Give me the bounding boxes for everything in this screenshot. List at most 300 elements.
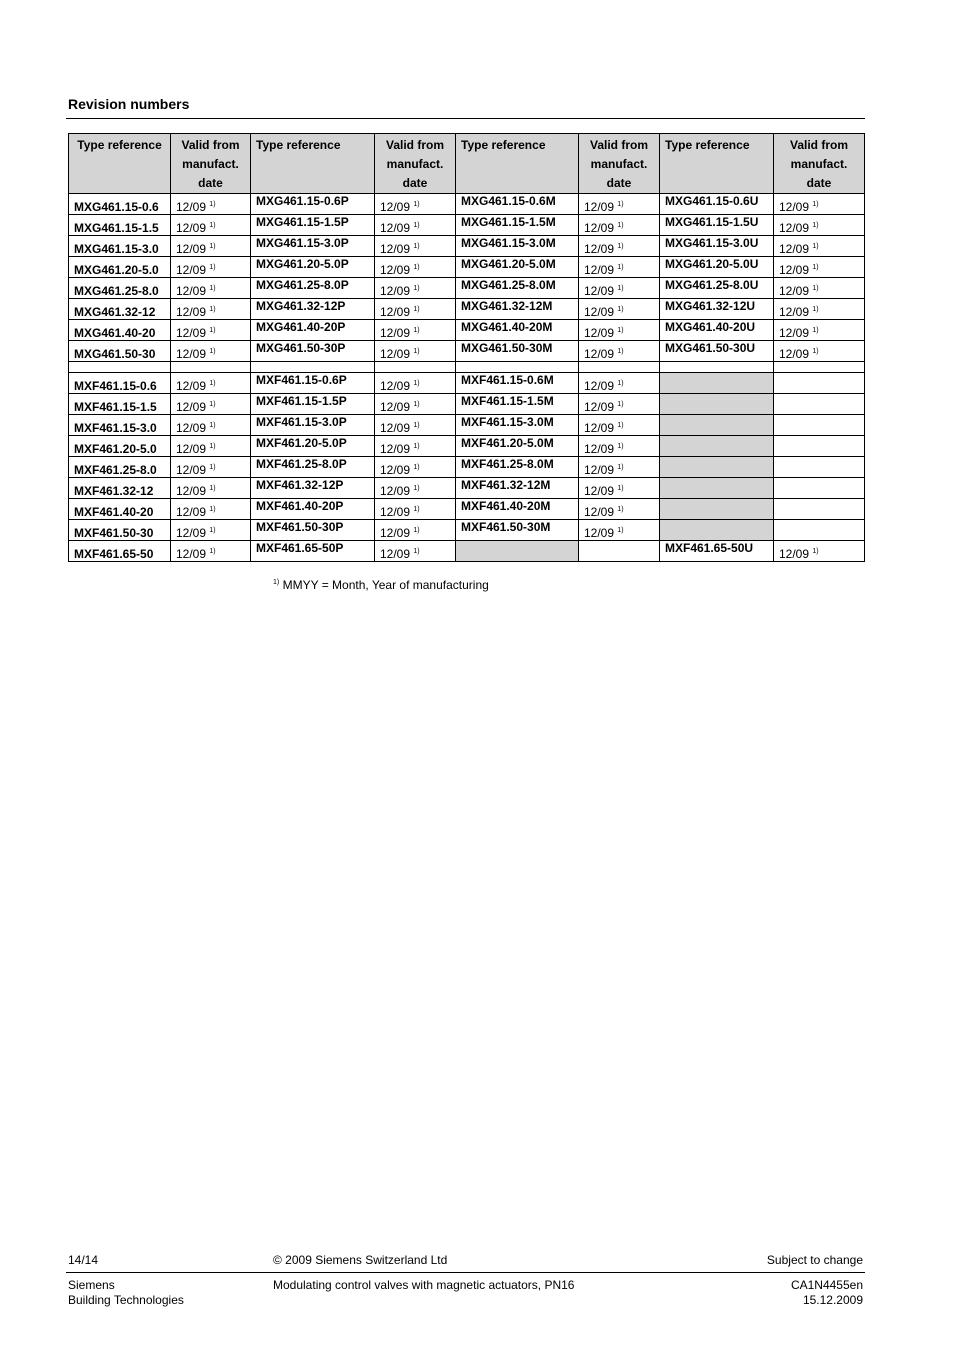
valid-from-date	[579, 478, 660, 499]
empty-cell	[171, 362, 251, 373]
column-header: Type reference	[660, 134, 774, 194]
footnote-mark: 1)	[617, 201, 624, 208]
empty-cell	[456, 362, 579, 373]
table-row	[69, 373, 865, 394]
footnote-text: MMYY = Month, Year of manufacturing	[282, 578, 489, 592]
type-reference: MXF461.40-20M	[456, 499, 579, 520]
footnote-mark: 1)	[209, 506, 216, 513]
type-reference: MXF461.65-50U	[660, 541, 774, 562]
empty-cell	[579, 362, 660, 373]
empty-cell	[774, 373, 865, 394]
footnote-mark: 1)	[209, 443, 216, 450]
footnote-mark: 1)	[617, 422, 624, 429]
table-row	[69, 541, 865, 562]
footnote-mark: 1)	[413, 348, 420, 355]
section-title: Revision numbers	[68, 96, 190, 112]
document-date: 15.12.2009	[802, 1293, 863, 1307]
date-value: 12/09	[584, 284, 615, 298]
unavailable-cell	[660, 499, 774, 520]
footnote-mark: 1)	[273, 579, 280, 586]
footnote-mark: 1)	[209, 485, 216, 492]
type-reference: MXG461.15-1.5	[69, 215, 171, 236]
date-value: 12/09	[584, 526, 615, 540]
valid-from-date	[375, 499, 456, 520]
date-value: 12/09	[380, 326, 411, 340]
footnote-mark: 1)	[413, 506, 420, 513]
empty-cell	[579, 541, 660, 562]
empty-cell	[774, 478, 865, 499]
empty-cell	[660, 362, 774, 373]
date-value: 12/09	[380, 505, 411, 519]
table-row	[69, 236, 865, 257]
column-header: Type reference	[251, 134, 375, 194]
valid-from-date	[579, 341, 660, 362]
date-value: 12/09	[176, 526, 207, 540]
valid-from-date	[579, 257, 660, 278]
type-reference: MXF461.50-30M	[456, 520, 579, 541]
empty-cell	[69, 362, 171, 373]
table-row	[69, 299, 865, 320]
footnote-mark: 1)	[209, 243, 216, 250]
valid-from-date	[774, 278, 865, 299]
type-reference: MXG461.40-20M	[456, 320, 579, 341]
table-row	[69, 457, 865, 478]
date-value: 12/09	[584, 263, 615, 277]
footnote-mark: 1)	[812, 306, 819, 313]
footnote-mark: 1)	[209, 527, 216, 534]
type-reference: MXF461.32-12M	[456, 478, 579, 499]
type-reference: MXF461.65-50	[69, 541, 171, 562]
date-value: 12/09	[380, 463, 411, 477]
type-reference: MXG461.50-30P	[251, 341, 375, 362]
footnote-mark: 1)	[209, 306, 216, 313]
table-row	[69, 520, 865, 541]
date-value: 12/09	[779, 547, 810, 561]
type-reference: MXF461.20-5.0M	[456, 436, 579, 457]
column-header: Type reference	[456, 134, 579, 194]
column-header: Valid from manufact. date	[375, 134, 456, 194]
valid-from-date	[171, 215, 251, 236]
revision-table	[68, 133, 865, 562]
type-reference: MXG461.20-5.0	[69, 257, 171, 278]
valid-from-date	[375, 541, 456, 562]
unavailable-cell	[660, 436, 774, 457]
date-value: 12/09	[176, 463, 207, 477]
type-reference: MXF461.25-8.0P	[251, 457, 375, 478]
type-reference: MXG461.25-8.0P	[251, 278, 375, 299]
valid-from-date	[171, 520, 251, 541]
date-value: 12/09	[779, 284, 810, 298]
footnote-mark: 1)	[413, 264, 420, 271]
table-row	[69, 341, 865, 362]
footnote-mark: 1)	[617, 401, 624, 408]
type-reference: MXG461.15-3.0P	[251, 236, 375, 257]
footnote-mark: 1)	[617, 527, 624, 534]
valid-from-date	[774, 541, 865, 562]
type-reference: MXG461.15-3.0M	[456, 236, 579, 257]
date-value: 12/09	[176, 400, 207, 414]
type-reference: MXF461.20-5.0P	[251, 436, 375, 457]
type-reference: MXF461.25-8.0M	[456, 457, 579, 478]
valid-from-date	[579, 320, 660, 341]
table-row	[69, 320, 865, 341]
type-reference: MXF461.25-8.0	[69, 457, 171, 478]
date-value: 12/09	[584, 379, 615, 393]
column-header: Valid from manufact. date	[774, 134, 865, 194]
unavailable-cell	[660, 394, 774, 415]
type-reference: MXF461.50-30	[69, 520, 171, 541]
date-value: 12/09	[779, 242, 810, 256]
type-reference: MXF461.15-3.0P	[251, 415, 375, 436]
type-reference: MXG461.32-12	[69, 299, 171, 320]
empty-cell	[251, 362, 375, 373]
footnote-mark: 1)	[209, 264, 216, 271]
valid-from-date	[579, 415, 660, 436]
company-name: Siemens	[68, 1278, 115, 1292]
type-reference: MXG461.25-8.0U	[660, 278, 774, 299]
empty-cell	[774, 520, 865, 541]
date-value: 12/09	[176, 379, 207, 393]
valid-from-date	[171, 299, 251, 320]
valid-from-date	[375, 394, 456, 415]
type-reference: MXF461.50-30P	[251, 520, 375, 541]
footnote-mark: 1)	[413, 201, 420, 208]
valid-from-date	[579, 194, 660, 215]
valid-from-date	[774, 236, 865, 257]
date-value: 12/09	[779, 263, 810, 277]
footnote-mark: 1)	[812, 243, 819, 250]
footnote-mark: 1)	[812, 327, 819, 334]
empty-cell	[774, 457, 865, 478]
date-value: 12/09	[380, 547, 411, 561]
footnote-mark: 1)	[617, 443, 624, 450]
type-reference: MXF461.32-12P	[251, 478, 375, 499]
unavailable-cell	[456, 541, 579, 562]
type-reference: MXG461.15-0.6	[69, 194, 171, 215]
type-reference: MXF461.15-3.0	[69, 415, 171, 436]
footnote-mark: 1)	[413, 464, 420, 471]
footnote-mark: 1)	[617, 348, 624, 355]
footnote-mark: 1)	[413, 548, 420, 555]
date-value: 12/09	[176, 242, 207, 256]
type-reference: MXG461.20-5.0P	[251, 257, 375, 278]
date-value: 12/09	[584, 305, 615, 319]
valid-from-date	[579, 499, 660, 520]
date-value: 12/09	[380, 305, 411, 319]
valid-from-date	[171, 341, 251, 362]
footnote-mark: 1)	[209, 222, 216, 229]
footnote-mark: 1)	[209, 401, 216, 408]
type-reference: MXG461.32-12M	[456, 299, 579, 320]
valid-from-date	[774, 341, 865, 362]
table-row	[69, 215, 865, 236]
type-reference: MXG461.50-30M	[456, 341, 579, 362]
date-value: 12/09	[176, 326, 207, 340]
type-reference: MXF461.32-12	[69, 478, 171, 499]
type-reference: MXF461.40-20	[69, 499, 171, 520]
type-reference: MXG461.20-5.0U	[660, 257, 774, 278]
valid-from-date	[375, 373, 456, 394]
valid-from-date	[171, 373, 251, 394]
date-value: 12/09	[380, 484, 411, 498]
date-value: 12/09	[779, 221, 810, 235]
date-value: 12/09	[380, 200, 411, 214]
footnote-mark: 1)	[413, 527, 420, 534]
footnote	[273, 578, 489, 592]
type-reference: MXF461.15-3.0M	[456, 415, 579, 436]
change-notice: Subject to change	[766, 1253, 863, 1267]
date-value: 12/09	[584, 200, 615, 214]
type-reference: MXF461.65-50P	[251, 541, 375, 562]
valid-from-date	[375, 478, 456, 499]
date-value: 12/09	[584, 242, 615, 256]
date-value: 12/09	[380, 379, 411, 393]
title-divider	[66, 118, 865, 119]
footnote-mark: 1)	[617, 306, 624, 313]
valid-from-date	[375, 320, 456, 341]
type-reference: MXF461.20-5.0	[69, 436, 171, 457]
footnote-mark: 1)	[413, 285, 420, 292]
valid-from-date	[579, 373, 660, 394]
type-reference: MXG461.32-12U	[660, 299, 774, 320]
type-reference: MXF461.15-0.6M	[456, 373, 579, 394]
valid-from-date	[579, 215, 660, 236]
valid-from-date	[375, 436, 456, 457]
type-reference: MXG461.20-5.0M	[456, 257, 579, 278]
table-row	[69, 278, 865, 299]
empty-cell	[774, 362, 865, 373]
footnote-mark: 1)	[413, 422, 420, 429]
type-reference: MXG461.25-8.0	[69, 278, 171, 299]
copyright: © 2009 Siemens Switzerland Ltd	[273, 1253, 448, 1267]
valid-from-date	[579, 436, 660, 457]
date-value: 12/09	[176, 442, 207, 456]
type-reference: MXF461.15-1.5P	[251, 394, 375, 415]
footnote-mark: 1)	[812, 348, 819, 355]
page-number: 14/14	[68, 1253, 99, 1267]
date-value: 12/09	[176, 263, 207, 277]
date-value: 12/09	[380, 242, 411, 256]
footnote-mark: 1)	[617, 464, 624, 471]
date-value: 12/09	[176, 305, 207, 319]
valid-from-date	[171, 541, 251, 562]
table-row	[69, 436, 865, 457]
column-header: Valid from manufact. date	[171, 134, 251, 194]
valid-from-date	[375, 299, 456, 320]
date-value: 12/09	[176, 221, 207, 235]
footnote-mark: 1)	[209, 464, 216, 471]
footnote-mark: 1)	[413, 485, 420, 492]
date-value: 12/09	[779, 200, 810, 214]
date-value: 12/09	[380, 421, 411, 435]
valid-from-date	[579, 394, 660, 415]
date-value: 12/09	[779, 347, 810, 361]
valid-from-date	[375, 257, 456, 278]
date-value: 12/09	[380, 284, 411, 298]
valid-from-date	[171, 415, 251, 436]
type-reference: MXG461.40-20P	[251, 320, 375, 341]
date-value: 12/09	[584, 400, 615, 414]
empty-cell	[774, 415, 865, 436]
valid-from-date	[171, 194, 251, 215]
footnote-mark: 1)	[413, 443, 420, 450]
date-value: 12/09	[584, 347, 615, 361]
footnote-mark: 1)	[812, 285, 819, 292]
valid-from-date	[774, 320, 865, 341]
date-value: 12/09	[380, 263, 411, 277]
footnote-mark: 1)	[812, 222, 819, 229]
type-reference: MXG461.40-20U	[660, 320, 774, 341]
footnote-mark: 1)	[617, 506, 624, 513]
valid-from-date	[774, 215, 865, 236]
footnote-mark: 1)	[617, 243, 624, 250]
type-reference: MXG461.50-30	[69, 341, 171, 362]
footnote-mark: 1)	[617, 485, 624, 492]
footnote-mark: 1)	[209, 422, 216, 429]
table-row	[69, 257, 865, 278]
valid-from-date	[375, 236, 456, 257]
type-reference: MXG461.15-1.5M	[456, 215, 579, 236]
valid-from-date	[375, 341, 456, 362]
date-value: 12/09	[176, 284, 207, 298]
footnote-mark: 1)	[812, 548, 819, 555]
valid-from-date	[579, 278, 660, 299]
type-reference: MXG461.15-3.0	[69, 236, 171, 257]
footnote-mark: 1)	[617, 285, 624, 292]
type-reference: MXF461.15-1.5	[69, 394, 171, 415]
table-row	[69, 499, 865, 520]
date-value: 12/09	[176, 484, 207, 498]
unavailable-cell	[660, 373, 774, 394]
footnote-mark: 1)	[209, 327, 216, 334]
footnote-mark: 1)	[617, 264, 624, 271]
division-name: Building Technologies	[68, 1293, 184, 1307]
footnote-mark: 1)	[209, 285, 216, 292]
date-value: 12/09	[584, 326, 615, 340]
valid-from-date	[171, 236, 251, 257]
column-header: Type reference	[69, 134, 171, 194]
empty-cell	[774, 499, 865, 520]
footer-divider	[66, 1272, 865, 1273]
date-value: 12/09	[584, 442, 615, 456]
valid-from-date	[171, 394, 251, 415]
date-value: 12/09	[779, 326, 810, 340]
footnote-mark: 1)	[209, 548, 216, 555]
valid-from-date	[171, 478, 251, 499]
valid-from-date	[579, 520, 660, 541]
document-title: Modulating control valves with magnetic actuators, PN16	[273, 1278, 575, 1292]
date-value: 12/09	[380, 442, 411, 456]
date-value: 12/09	[380, 221, 411, 235]
column-header: Valid from manufact. date	[579, 134, 660, 194]
type-reference: MXG461.15-0.6M	[456, 194, 579, 215]
footnote-mark: 1)	[413, 222, 420, 229]
table-row	[69, 415, 865, 436]
date-value: 12/09	[176, 347, 207, 361]
table-row	[69, 394, 865, 415]
footnote-mark: 1)	[812, 201, 819, 208]
type-reference: MXG461.32-12P	[251, 299, 375, 320]
valid-from-date	[375, 278, 456, 299]
table-header-row	[69, 134, 865, 194]
type-reference: MXF461.15-0.6	[69, 373, 171, 394]
type-reference: MXG461.40-20	[69, 320, 171, 341]
date-value: 12/09	[584, 484, 615, 498]
valid-from-date	[579, 236, 660, 257]
footnote-mark: 1)	[413, 327, 420, 334]
date-value: 12/09	[176, 421, 207, 435]
valid-from-date	[171, 457, 251, 478]
type-reference: MXF461.40-20P	[251, 499, 375, 520]
valid-from-date	[774, 257, 865, 278]
date-value: 12/09	[176, 200, 207, 214]
type-reference: MXG461.25-8.0M	[456, 278, 579, 299]
document-number: CA1N4455en	[790, 1278, 863, 1292]
footnote-mark: 1)	[617, 380, 624, 387]
footnote-mark: 1)	[209, 201, 216, 208]
valid-from-date	[375, 457, 456, 478]
date-value: 12/09	[380, 526, 411, 540]
footnote-mark: 1)	[209, 380, 216, 387]
footnote-mark: 1)	[413, 306, 420, 313]
table-row	[69, 478, 865, 499]
valid-from-date	[579, 457, 660, 478]
valid-from-date	[375, 215, 456, 236]
type-reference: MXG461.15-3.0U	[660, 236, 774, 257]
footnote-mark: 1)	[209, 348, 216, 355]
table-row	[69, 194, 865, 215]
valid-from-date	[375, 194, 456, 215]
date-value: 12/09	[584, 463, 615, 477]
footnote-mark: 1)	[812, 264, 819, 271]
valid-from-date	[579, 299, 660, 320]
valid-from-date	[774, 194, 865, 215]
separator-row	[69, 362, 865, 373]
valid-from-date	[375, 520, 456, 541]
date-value: 12/09	[779, 305, 810, 319]
date-value: 12/09	[176, 505, 207, 519]
empty-cell	[774, 394, 865, 415]
footnote-mark: 1)	[617, 327, 624, 334]
unavailable-cell	[660, 520, 774, 541]
type-reference: MXF461.15-0.6P	[251, 373, 375, 394]
footnote-mark: 1)	[413, 243, 420, 250]
unavailable-cell	[660, 415, 774, 436]
type-reference: MXG461.15-0.6U	[660, 194, 774, 215]
empty-cell	[375, 362, 456, 373]
date-value: 12/09	[380, 400, 411, 414]
empty-cell	[774, 436, 865, 457]
unavailable-cell	[660, 478, 774, 499]
type-reference: MXG461.15-0.6P	[251, 194, 375, 215]
type-reference: MXG461.15-1.5U	[660, 215, 774, 236]
date-value: 12/09	[584, 421, 615, 435]
type-reference: MXG461.15-1.5P	[251, 215, 375, 236]
type-reference: MXG461.50-30U	[660, 341, 774, 362]
date-value: 12/09	[584, 505, 615, 519]
date-value: 12/09	[176, 547, 207, 561]
valid-from-date	[171, 499, 251, 520]
date-value: 12/09	[380, 347, 411, 361]
valid-from-date	[774, 299, 865, 320]
valid-from-date	[171, 257, 251, 278]
valid-from-date	[171, 278, 251, 299]
valid-from-date	[171, 320, 251, 341]
footnote-mark: 1)	[617, 222, 624, 229]
type-reference: MXF461.15-1.5M	[456, 394, 579, 415]
valid-from-date	[171, 436, 251, 457]
date-value: 12/09	[584, 221, 615, 235]
